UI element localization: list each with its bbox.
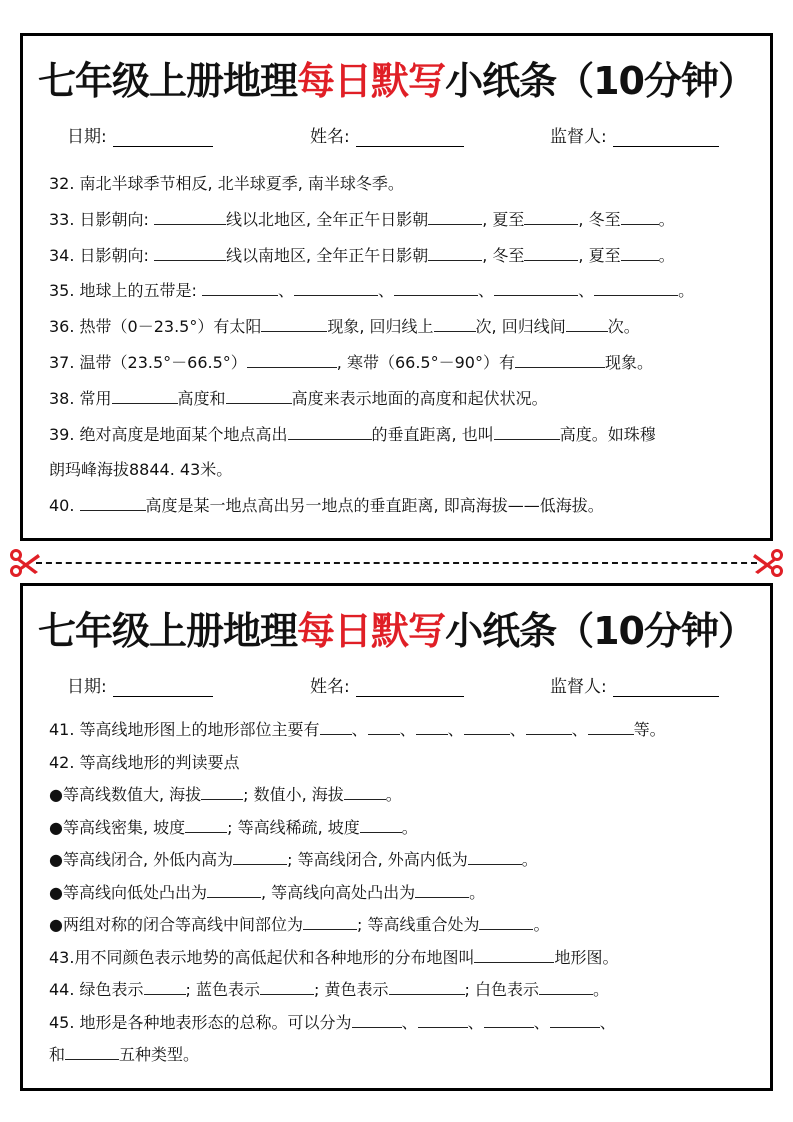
date-field[interactable] — [67, 122, 213, 147]
text: 。 — [469, 882, 486, 902]
question-39-cont — [49, 452, 760, 488]
question-44 — [49, 974, 760, 1007]
text: 线以北地区, 全年正午日影朝 — [226, 209, 429, 229]
point-altitude — [49, 779, 760, 812]
text: 45. 地形是各种地表形态的总称。可以分为 — [49, 1012, 352, 1032]
title-part-2: 小纸条（10分钟） — [445, 609, 755, 653]
answer-blank[interactable] — [588, 720, 634, 735]
text: ; 黄色表示 — [314, 980, 389, 999]
text: ; 白色表示 — [464, 980, 539, 999]
text: 现象, 回归线上 — [327, 317, 434, 337]
date-field[interactable] — [67, 672, 213, 697]
question-36 — [49, 309, 760, 345]
text: ●等高线向低处凸出为 — [49, 882, 207, 902]
answer-blank[interactable] — [484, 1013, 534, 1028]
title-highlight: 每日默写 — [297, 609, 446, 653]
text: ●等高线数值大, 海拔 — [49, 785, 202, 804]
text: 43.用不同颜色表示地势的高低起伏和各种地形的分布地图叫 — [49, 947, 475, 967]
answer-blank[interactable] — [261, 317, 327, 332]
answer-blank[interactable] — [247, 353, 337, 368]
text: 。 — [401, 817, 418, 837]
text: 地形图。 — [554, 947, 619, 967]
answer-blank[interactable] — [539, 980, 593, 995]
answer-blank[interactable] — [65, 1045, 119, 1060]
text: 、 — [278, 281, 295, 301]
text: , 夏至 — [578, 245, 621, 265]
text: 。 — [385, 785, 402, 804]
text: 42. 等高线地形的判读要点 — [49, 752, 240, 772]
answer-blank[interactable] — [226, 389, 292, 404]
text: 、 — [351, 720, 368, 739]
answer-blank[interactable] — [474, 948, 554, 963]
text: 36. 热带（0－23.5°）有太阳 — [49, 317, 262, 337]
text: ●两组对称的闭合等高线中间部位为 — [49, 915, 303, 934]
text: 高度是某一地点高出另一地点的垂直距离, 即高海拔——低海拔。 — [145, 496, 604, 516]
name-field[interactable] — [310, 122, 464, 147]
point-slope — [49, 812, 760, 845]
text: 、 — [467, 1012, 484, 1032]
text: ; 等高线重合处为 — [356, 915, 480, 934]
text: 高度和 — [177, 388, 226, 408]
question-34 — [49, 238, 760, 274]
text: 、 — [478, 281, 495, 301]
question-33 — [49, 202, 760, 238]
text: , 冬至 — [578, 209, 621, 229]
text: 。 — [521, 850, 538, 869]
text: 32. 南北半球季节相反, 北半球夏季, 南半球冬季。 — [49, 174, 404, 193]
text: 五种类型。 — [119, 1045, 200, 1064]
point-saddle — [49, 909, 760, 942]
text: 。 — [658, 209, 675, 229]
text: 、 — [399, 720, 416, 739]
text: 。 — [533, 915, 550, 934]
answer-blank[interactable] — [468, 850, 522, 865]
question-37 — [49, 345, 760, 381]
answer-blank[interactable] — [479, 915, 533, 930]
answer-blank[interactable] — [494, 281, 578, 296]
answer-blank[interactable] — [360, 818, 402, 833]
answer-blank[interactable] — [154, 246, 226, 261]
answer-blank[interactable] — [464, 720, 510, 735]
meta-row — [23, 122, 770, 148]
text: 41. 等高线地形图上的地形部位主要有 — [49, 720, 320, 739]
date-label: 日期: — [67, 677, 107, 697]
answer-blank[interactable] — [303, 915, 357, 930]
date-blank[interactable] — [113, 128, 213, 147]
answer-blank[interactable] — [524, 246, 578, 261]
answer-blank[interactable] — [594, 281, 678, 296]
text: 次, 回归线间 — [475, 317, 566, 337]
answer-blank[interactable] — [207, 883, 261, 898]
title-highlight: 每日默写 — [297, 59, 446, 103]
question-39 — [49, 417, 760, 453]
text: , 夏至 — [482, 209, 525, 229]
title-part-2: 小纸条（10分钟） — [445, 59, 755, 103]
card-title — [23, 606, 770, 656]
worksheet-card-1 — [20, 33, 773, 541]
answer-blank[interactable] — [80, 496, 146, 511]
text: 39. 绝对高度是地面某个地点高出 — [49, 424, 288, 444]
text: ; 等高线闭合, 外高内低为 — [287, 850, 468, 869]
answer-blank[interactable] — [320, 720, 352, 735]
text: , 冬至 — [482, 245, 525, 265]
text: 、 — [509, 720, 526, 739]
cut-line — [0, 548, 793, 578]
question-42 — [49, 747, 760, 780]
text: 、 — [533, 1012, 550, 1032]
question-40 — [49, 488, 760, 524]
date-label: 日期: — [67, 127, 107, 147]
text: 线以南地区, 全年正午日影朝 — [226, 245, 429, 265]
answer-blank[interactable] — [526, 720, 572, 735]
date-blank[interactable] — [113, 678, 213, 697]
answer-blank[interactable] — [112, 389, 178, 404]
text: 35. 地球上的五带是: — [49, 281, 203, 301]
supervisor-field[interactable] — [550, 122, 719, 147]
question-41 — [49, 714, 760, 747]
text: ; 蓝色表示 — [185, 980, 261, 999]
worksheet-card-2 — [20, 583, 773, 1091]
text: 的垂直距离, 也叫 — [371, 424, 494, 444]
text: 。 — [678, 281, 695, 301]
answer-blank[interactable] — [418, 1013, 468, 1028]
name-field[interactable] — [310, 672, 464, 697]
answer-blank[interactable] — [621, 210, 659, 225]
dashed-line — [36, 562, 757, 564]
card-title — [23, 56, 770, 106]
text: 、 — [447, 720, 464, 739]
text: 现象。 — [604, 352, 653, 372]
answer-blank[interactable] — [185, 818, 227, 833]
name-blank[interactable] — [356, 128, 464, 147]
text: 、 — [578, 281, 595, 301]
text: ●等高线密集, 坡度 — [49, 817, 186, 837]
scissors-icon — [749, 548, 785, 578]
text: 高度来表示地面的高度和起伏状况。 — [291, 388, 548, 408]
answer-blank[interactable] — [288, 425, 372, 440]
answer-blank[interactable] — [494, 425, 560, 440]
answer-blank[interactable] — [524, 210, 578, 225]
question-45 — [49, 1007, 760, 1040]
text: ; 等高线稀疏, 坡度 — [227, 817, 360, 837]
answer-blank[interactable] — [394, 281, 478, 296]
answer-blank[interactable] — [294, 281, 378, 296]
question-45-cont — [49, 1039, 760, 1072]
answer-blank[interactable] — [428, 210, 482, 225]
answer-blank[interactable] — [260, 980, 314, 995]
answer-blank[interactable] — [415, 883, 469, 898]
text: 44. 绿色表示 — [49, 980, 144, 999]
text: 。 — [593, 980, 610, 999]
question-35 — [49, 273, 760, 309]
supervisor-field[interactable] — [550, 672, 719, 697]
answer-blank[interactable] — [621, 246, 659, 261]
text: 。 — [658, 245, 675, 265]
supervisor-blank[interactable] — [613, 678, 719, 697]
point-closed — [49, 844, 760, 877]
text: 等。 — [633, 720, 666, 739]
answer-blank[interactable] — [154, 210, 226, 225]
text: 朗玛峰海拔8844. 43米。 — [49, 460, 233, 480]
answer-blank[interactable] — [416, 720, 448, 735]
answer-blank[interactable] — [434, 317, 476, 332]
text: 高度。如珠穆 — [559, 424, 656, 444]
question-43 — [49, 942, 760, 975]
question-list — [49, 166, 760, 524]
text: 、 — [599, 1012, 616, 1032]
answer-blank[interactable] — [550, 1013, 600, 1028]
text: 次。 — [607, 317, 640, 337]
answer-blank[interactable] — [389, 980, 465, 995]
answer-blank[interactable] — [202, 281, 278, 296]
title-part-1: 七年级上册地理 — [38, 59, 298, 103]
question-list — [49, 714, 760, 1072]
name-blank[interactable] — [356, 678, 464, 697]
answer-blank[interactable] — [515, 353, 605, 368]
point-bulge — [49, 877, 760, 910]
text: ●等高线闭合, 外低内高为 — [49, 850, 234, 869]
supervisor-blank[interactable] — [613, 128, 719, 147]
text: 、 — [378, 281, 395, 301]
text: ; 数值小, 海拔 — [243, 785, 344, 804]
supervisor-label: 监督人: — [550, 127, 607, 147]
name-label: 姓名: — [310, 677, 350, 697]
text: 38. 常用 — [49, 388, 112, 408]
text: 34. 日影朝向: — [49, 245, 155, 265]
supervisor-label: 监督人: — [550, 677, 607, 697]
name-label: 姓名: — [310, 127, 350, 147]
title-part-1: 七年级上册地理 — [38, 609, 298, 653]
question-32 — [49, 166, 760, 202]
text: 40. — [49, 496, 80, 516]
meta-row — [23, 672, 770, 698]
text: 37. 温带（23.5°－66.5°） — [49, 352, 247, 372]
text: , 寒带（66.5°－90°）有 — [336, 352, 515, 372]
text: 、 — [401, 1012, 418, 1032]
text: , 等高线向高处凸出为 — [260, 882, 416, 902]
answer-blank[interactable] — [352, 1013, 402, 1028]
answer-blank[interactable] — [344, 785, 386, 800]
question-38 — [49, 381, 760, 417]
answer-blank[interactable] — [144, 980, 186, 995]
text: 、 — [571, 720, 588, 739]
answer-blank[interactable] — [201, 785, 243, 800]
answer-blank[interactable] — [566, 317, 608, 332]
answer-blank[interactable] — [233, 850, 287, 865]
text: 33. 日影朝向: — [49, 209, 155, 229]
answer-blank[interactable] — [428, 246, 482, 261]
answer-blank[interactable] — [368, 720, 400, 735]
text: 和 — [49, 1045, 66, 1064]
